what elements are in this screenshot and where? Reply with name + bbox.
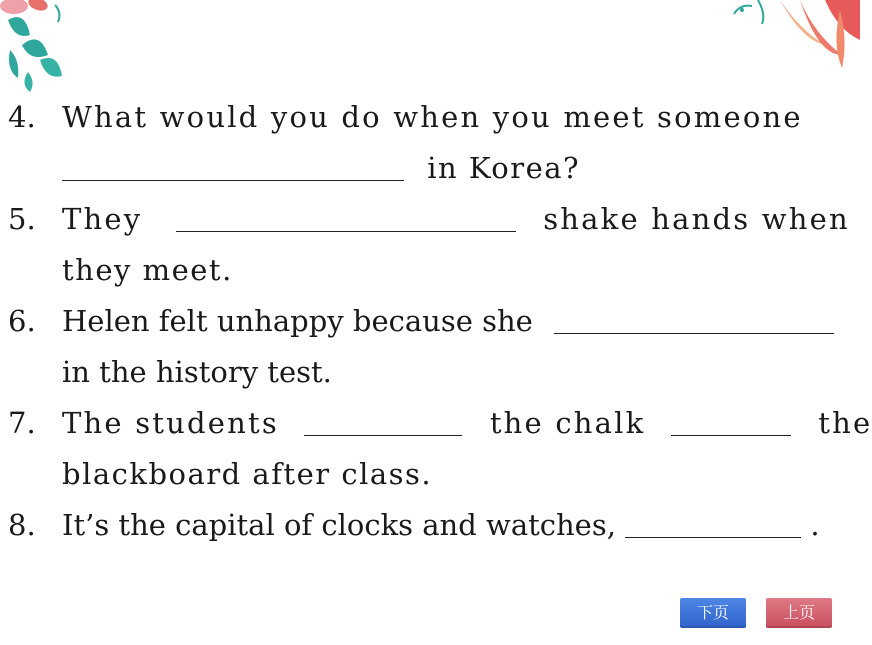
question-text: they meet.: [62, 253, 233, 287]
answer-blank[interactable]: [62, 154, 404, 181]
question-text: It’s the capital of clocks and watches,: [62, 508, 616, 542]
question-text: The students: [62, 406, 279, 440]
floral-decoration-top-left: [0, 0, 90, 95]
previous-page-button[interactable]: 上页: [766, 598, 832, 628]
question-text: blackboard after class.: [62, 457, 433, 491]
question-text: in Korea?: [427, 151, 581, 185]
next-page-button[interactable]: 下页: [680, 598, 746, 628]
question-text: .: [810, 508, 820, 542]
question-number: 7.: [8, 406, 36, 440]
question-text: Helen felt unhappy because she: [62, 304, 533, 338]
answer-blank[interactable]: [671, 409, 791, 436]
question-number: 4.: [8, 100, 36, 134]
floral-decoration-top-right: [730, 0, 860, 70]
question-number: 8.: [8, 508, 36, 542]
question-number: 5.: [8, 202, 36, 236]
answer-blank[interactable]: [625, 511, 801, 538]
answer-blank[interactable]: [554, 307, 834, 334]
answer-blank[interactable]: [176, 205, 516, 232]
question-text: They: [62, 202, 143, 236]
question-text: What would you do when you meet someone: [62, 100, 803, 134]
question-text: in the history test.: [62, 355, 332, 389]
answer-blank[interactable]: [304, 409, 462, 436]
question-text: the chalk: [489, 406, 646, 440]
question-text: shake hands when: [543, 202, 850, 236]
question-number: 6.: [8, 304, 36, 338]
question-text: the: [818, 406, 872, 440]
